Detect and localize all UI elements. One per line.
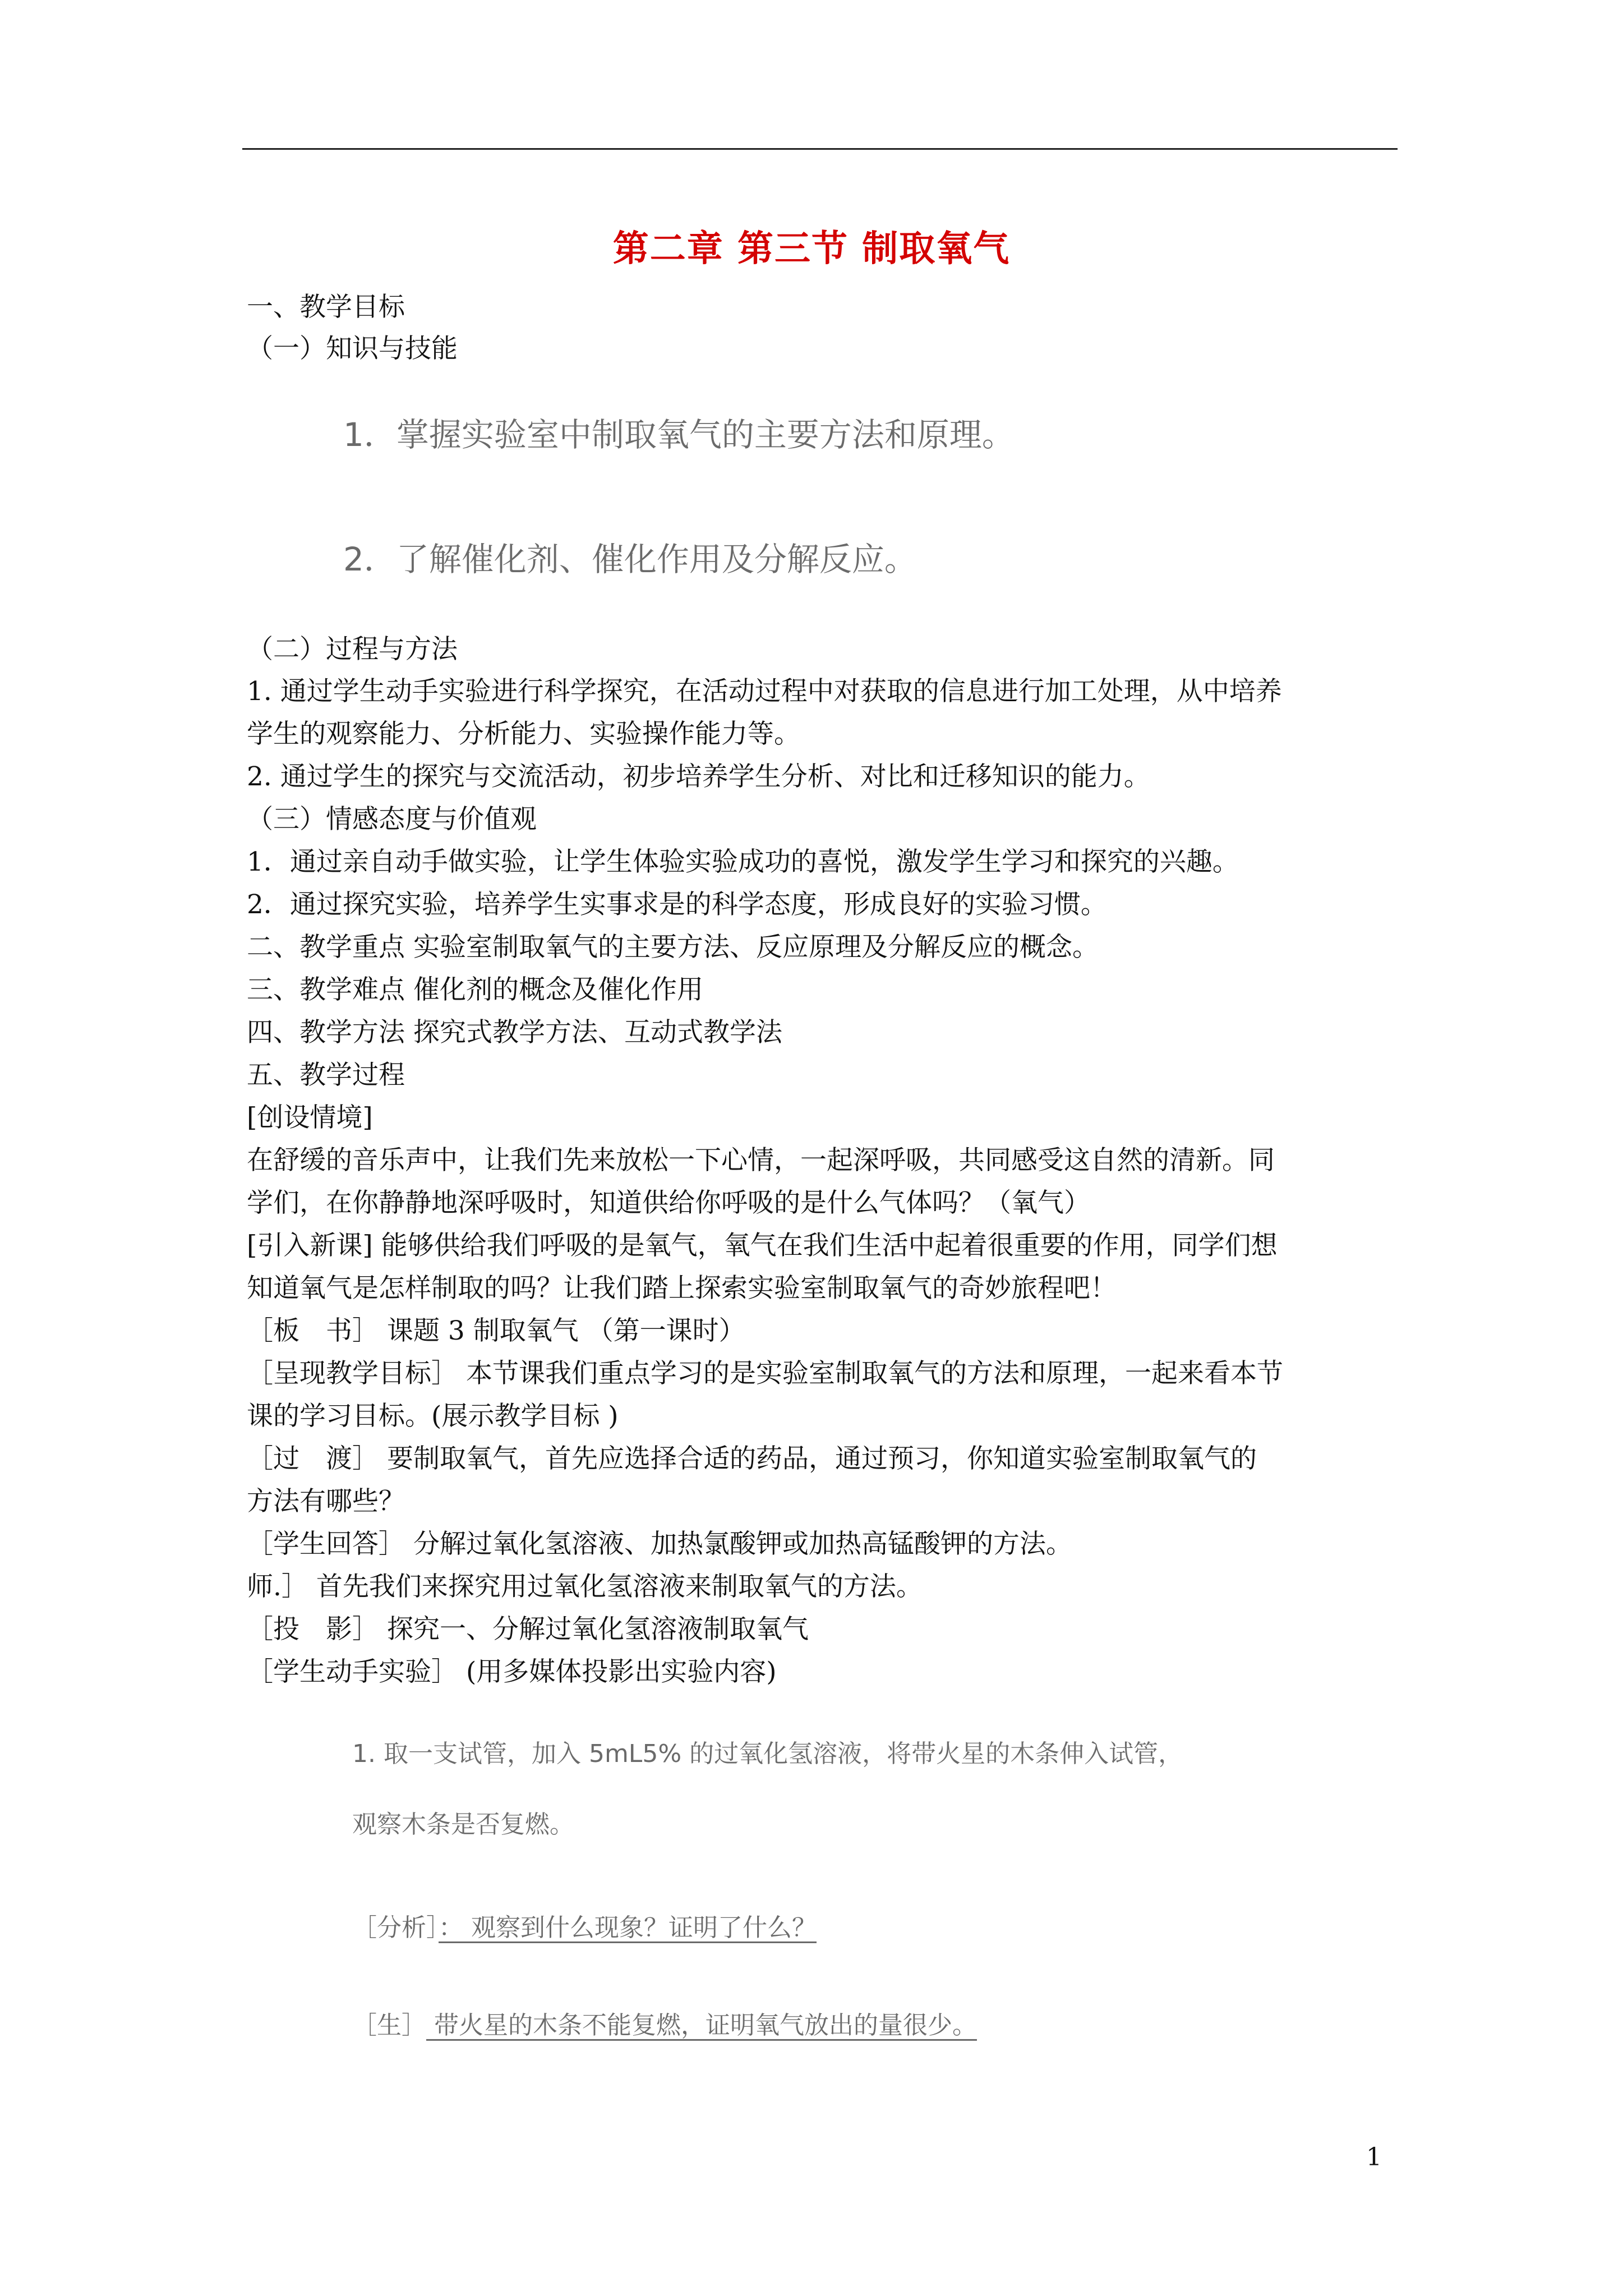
process-method-heading: （二）过程与方法 (247, 634, 458, 665)
emotion-item-2: 2．通过探究实验，培养学生实事求是的科学态度，形成良好的实验习惯。 (247, 889, 1107, 920)
emotion-heading: （三）情感态度与价值观 (247, 804, 537, 835)
intro-line-1: [引入新课] 能够供给我们呼吸的是氧气，氧气在我们生活中起着很重要的作用，同学们想 (247, 1230, 1278, 1261)
transition-line-2: 方法有哪些？ (247, 1486, 405, 1517)
student-row (352, 2005, 977, 2041)
scene-line-1: 在舒缓的音乐声中，让我们先来放松一下心情，一起深呼吸，共同感受这自然的清新。同 (247, 1145, 1275, 1176)
process-item-1-line-2: 学生的观察能力、分析能力、实验操作能力等。 (247, 719, 800, 749)
experiment-line: ［学生动手实验］ (用多媒体投影出实验内容) (247, 1657, 777, 1687)
knowledge-heading: （一）知识与技能 (247, 333, 458, 364)
projection-line: ［投 影］ 探究一、分解过氧化氢溶液制取氧气 (247, 1614, 809, 1645)
difficult-points: 三、教学难点 催化剂的概念及催化作用 (247, 974, 703, 1005)
experiment-step-1-line-1: 1. 取一支试管，加入 5mL5% 的过氧化氢溶液，将带火星的木条伸入试管， (352, 1740, 1183, 1768)
key-points: 二、教学重点 实验室制取氧气的主要方法、反应原理及分解反应的概念。 (247, 932, 1099, 963)
process-item-1-line-1: 1. 通过学生动手实验进行科学探究，在活动过程中对获取的信息进行加工处理，从中培养 (247, 676, 1282, 707)
process-item-2: 2. 通过学生的探究与交流活动，初步培养学生分析、对比和迁移知识的能力。 (247, 761, 1150, 792)
analysis-label: ［分析］ (352, 1913, 439, 1942)
analysis-row (352, 1907, 817, 1943)
student-text: 带火星的木条不能复燃，证明氧气放出的量很少。 (426, 2011, 977, 2040)
emotion-item-1: 1．通过亲自动手做实验，让学生体验实验成功的喜悦，激发学生学习和探究的兴趣。 (247, 846, 1239, 877)
student-label: ［生］ (352, 2011, 426, 2040)
goals-line-1: ［呈现教学目标］ 本节课我们重点学习的是实验室制取氧气的方法和原理，一起来看本节 (247, 1358, 1283, 1389)
analysis-text: ： 观察到什么现象？证明了什么？ (439, 1913, 817, 1942)
student-answer: ［学生回答］ 分解过氧化氢溶液、加热氯酸钾或加热高锰酸钾的方法。 (247, 1529, 1072, 1559)
objectives-heading: 一、教学目标 (247, 292, 405, 323)
knowledge-item-1: 1．掌握实验室中制取氧气的主要方法和原理。 (343, 416, 1015, 454)
experiment-step-1-line-2: 观察木条是否复燃。 (352, 1810, 574, 1839)
page-number: 1 (1366, 2143, 1382, 2171)
board-note: ［板 书］ 课题 3 制取氧气 （第一课时） (247, 1315, 745, 1346)
intro-line-2: 知道氧气是怎样制取的吗？让我们踏上探索实验室制取氧气的奇妙旅程吧！ (247, 1273, 1117, 1304)
scene-line-2: 学们，在你静静地深呼吸时，知道供给你呼吸的是什么气体吗？（氧气） (247, 1188, 1090, 1218)
header-rule (242, 148, 1398, 150)
knowledge-item-2: 2．了解催化剂、催化作用及分解反应。 (343, 540, 917, 578)
teacher-line: 师.］ 首先我们来探究用过氧化氢溶液来制取氧气的方法。 (247, 1571, 923, 1602)
teaching-process-heading: 五、教学过程 (247, 1060, 405, 1091)
teaching-methods: 四、教学方法 探究式教学方法、互动式教学法 (247, 1017, 782, 1048)
page-title: 第二章 第三节 制取氧气 (612, 228, 1011, 270)
transition-line-1: ［过 渡］ 要制取氧气，首先应选择合适的药品，通过预习，你知道实验室制取氧气的 (247, 1443, 1257, 1474)
scene-heading: [创设情境] (247, 1102, 373, 1133)
goals-line-2: 课的学习目标。(展示教学目标 ) (247, 1401, 619, 1432)
